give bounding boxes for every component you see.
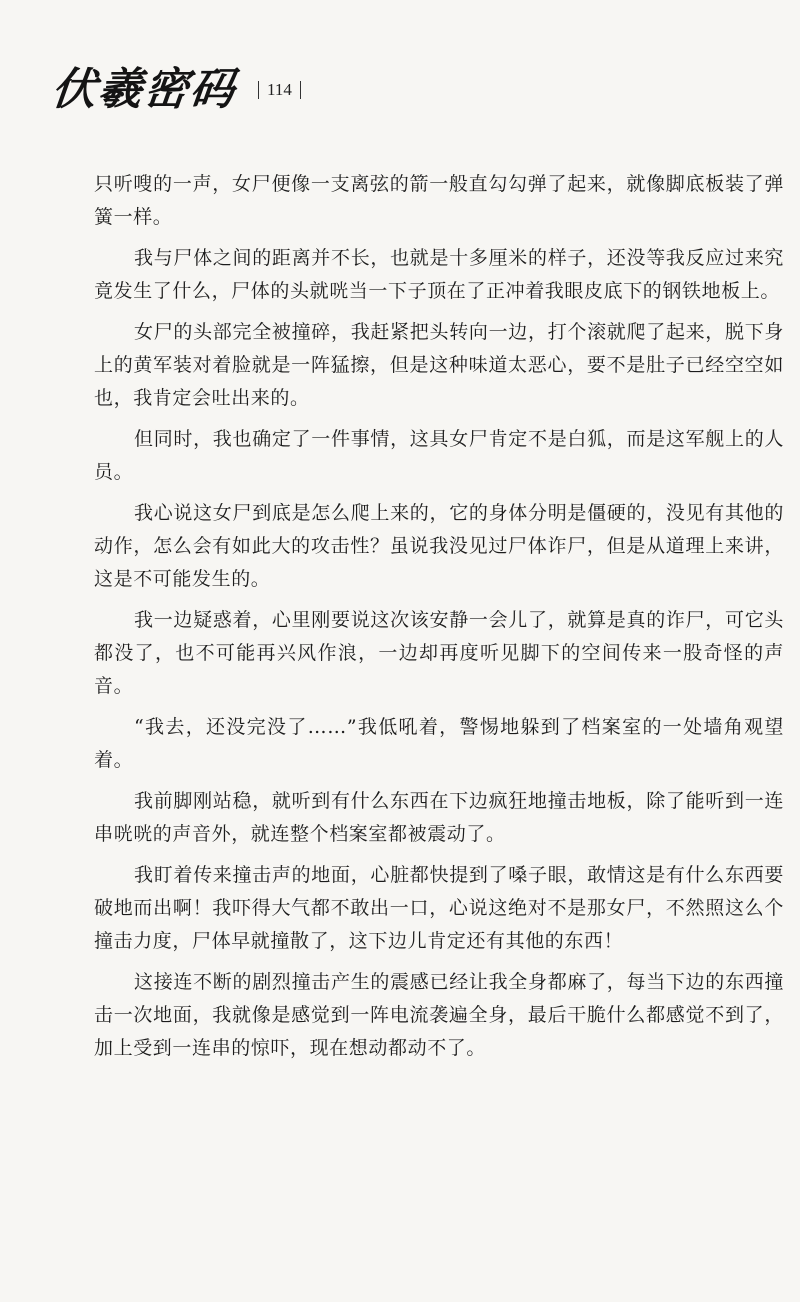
paragraph: 但同时，我也确定了一件事情，这具女尸肯定不是白狐，而是这军舰上的人员。	[94, 428, 784, 483]
page-number: 114	[267, 80, 292, 99]
paragraph: 我与尸体之间的距离并不长，也就是十多厘米的样子，还没等我反应过来究竟发生了什么，尸体的头就咣当一下子顶在了正冲着我眼皮底下的钢铁地板上。	[94, 247, 784, 302]
body-text	[94, 168, 784, 1073]
page-number-block	[258, 80, 301, 100]
divider-right	[300, 81, 301, 99]
paragraph: 只听嗖的一声，女尸便像一支离弦的箭一般直勾勾弹了起来，就像脚底板装了弹簧一样。	[94, 173, 784, 228]
paragraph: 这接连不断的剧烈撞击产生的震感已经让我全身都麻了，每当下边的东西撞击一次地面，我就像是感觉到一阵电流袭遍全身，最后干脆什么都感觉不到了，加上受到一连串的惊吓，现在想动都动不了。	[94, 971, 784, 1059]
paragraph: 我一边疑惑着，心里刚要说这次该安静一会儿了，就算是真的诈尸，可它头都没了，也不可能再兴风作浪，一边却再度听见脚下的空间传来一股奇怪的声音。	[94, 609, 784, 697]
paragraph: 我盯着传来撞击声的地面，心脏都快提到了嗓子眼，敢情这是有什么东西要破地而出啊！我吓得大气都不敢出一口，心说这绝对不是那女尸，不然照这么个撞击力度，尸体早就撞散了，这下边儿肯定还有其他的东西！	[94, 864, 784, 952]
paragraph: 女尸的头部完全被撞碎，我赶紧把头转向一边，打个滚就爬了起来，脱下身上的黄军装对着脸就是一阵猛擦，但是这种味道太恶心，要不是肚子已经空空如也，我肯定会吐出来的。	[94, 321, 784, 409]
paragraph: 我前脚刚站稳，就听到有什么东西在下边疯狂地撞击地板，除了能听到一连串咣咣的声音外，就连整个档案室都被震动了。	[94, 790, 784, 845]
page-header	[49, 60, 301, 120]
book-title: 伏羲密码	[49, 64, 239, 115]
paragraph: 我心说这女尸到底是怎么爬上来的，它的身体分明是僵硬的，没见有其他的动作，怎么会有如此大的攻击性？虽说我没见过尸体诈尸，但是从道理上来讲，这是不可能发生的。	[94, 502, 784, 590]
divider-left	[258, 81, 259, 99]
paragraph: “我去，还没完没了……”我低吼着，警惕地躲到了档案室的一处墙角观望着。	[94, 716, 784, 771]
